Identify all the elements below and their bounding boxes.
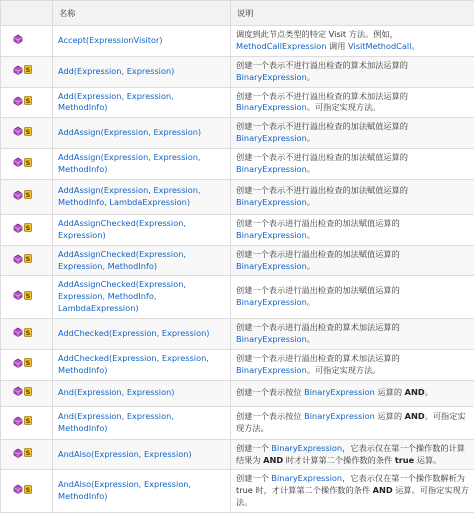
header-description-column: 说明 bbox=[231, 1, 474, 26]
member-description-cell bbox=[231, 349, 474, 380]
member-name-cell bbox=[53, 319, 231, 350]
method-icon bbox=[13, 327, 23, 341]
description-text: 时才计算第二个操作数的条件 bbox=[283, 455, 395, 465]
static-icon bbox=[24, 223, 32, 236]
table-row bbox=[1, 276, 474, 319]
description-text: 调用 bbox=[326, 41, 348, 51]
header-icon-column bbox=[1, 1, 53, 26]
method-icon bbox=[13, 416, 23, 430]
member-type-cell bbox=[1, 26, 53, 57]
static-icon bbox=[24, 65, 32, 78]
member-name-cell bbox=[53, 87, 231, 118]
description-text: 。 bbox=[425, 387, 433, 397]
member-name-cell bbox=[53, 56, 231, 87]
member-type-cell bbox=[1, 149, 53, 180]
keyword-text: true bbox=[395, 455, 414, 465]
description-text: 创建一个表示进行溢出检查的加法赋值运算的 bbox=[236, 249, 400, 259]
member-icons bbox=[13, 65, 32, 79]
description-text: 。 bbox=[307, 334, 315, 344]
member-name-link[interactable]: Add(Expression, Expression, MethodInfo) bbox=[58, 91, 174, 113]
member-description-cell bbox=[231, 406, 474, 439]
table-row bbox=[1, 380, 474, 406]
svg-text:S: S bbox=[26, 486, 31, 494]
type-link[interactable]: BinaryExpression bbox=[304, 387, 375, 397]
member-name-cell bbox=[53, 118, 231, 149]
member-name-cell bbox=[53, 470, 231, 513]
table-row bbox=[1, 149, 474, 180]
table-header-row bbox=[1, 1, 474, 26]
table-row bbox=[1, 26, 474, 57]
description-text: 。可指定实现方法。 bbox=[307, 365, 381, 375]
type-link[interactable]: BinaryExpression bbox=[236, 72, 307, 82]
method-icon bbox=[13, 448, 23, 462]
header-name-column: 名称 bbox=[53, 1, 231, 26]
method-icon bbox=[13, 190, 23, 204]
table-row bbox=[1, 118, 474, 149]
member-name-link[interactable]: AddAssign(Expression, Expression) bbox=[58, 127, 201, 137]
description-text: 。 bbox=[307, 297, 315, 307]
member-type-cell bbox=[1, 118, 53, 149]
description-text: 创建一个表示不进行溢出检查的算术加法运算的 bbox=[236, 91, 408, 101]
member-type-cell bbox=[1, 470, 53, 513]
member-type-cell bbox=[1, 214, 53, 245]
member-icons bbox=[13, 416, 32, 430]
svg-text:S: S bbox=[26, 329, 31, 337]
member-icons bbox=[13, 34, 23, 48]
type-link[interactable]: BinaryExpression bbox=[236, 261, 307, 271]
member-description-cell bbox=[231, 245, 474, 276]
table-row bbox=[1, 245, 474, 276]
type-link[interactable]: BinaryExpression bbox=[236, 133, 307, 143]
description-text: 。 bbox=[307, 197, 315, 207]
type-link[interactable]: BinaryExpression bbox=[271, 443, 342, 453]
member-name-link[interactable]: AndAlso(Expression, Expression, MethodInfo) bbox=[58, 479, 191, 501]
description-text: 创建一个表示进行溢出检查的加法赋值运算的 bbox=[236, 285, 400, 295]
svg-text:S: S bbox=[26, 66, 31, 74]
description-text: 创建一个表示不进行溢出检查的加法赋值运算的 bbox=[236, 121, 408, 131]
table-row bbox=[1, 319, 474, 350]
description-text: 创建一个表示进行溢出检查的加法赋值运算的 bbox=[236, 218, 400, 228]
member-icons bbox=[13, 484, 32, 498]
description-text: 。 bbox=[411, 41, 419, 51]
member-name-cell bbox=[53, 406, 231, 439]
member-description-cell bbox=[231, 118, 474, 149]
static-icon bbox=[24, 485, 32, 498]
member-name-cell bbox=[53, 439, 231, 470]
description-text: 。 bbox=[307, 133, 315, 143]
type-link[interactable]: BinaryExpression bbox=[236, 297, 307, 307]
description-text: 创建一个表示不进行溢出检查的算术加法运算的 bbox=[236, 60, 408, 70]
method-icon bbox=[13, 157, 23, 171]
member-name-cell bbox=[53, 349, 231, 380]
member-icons bbox=[13, 386, 32, 400]
keyword-text: AND bbox=[373, 485, 393, 495]
member-name-link[interactable]: AddAssign(Expression, Expression, MethodInfo) bbox=[58, 152, 201, 174]
member-icons bbox=[13, 290, 32, 304]
member-name-cell bbox=[53, 276, 231, 319]
table-row bbox=[1, 470, 474, 513]
member-description-cell bbox=[231, 149, 474, 180]
table-row bbox=[1, 214, 474, 245]
description-text: 创建一个 bbox=[236, 473, 271, 483]
member-name-link[interactable]: AddChecked(Expression, Expression, MethodInfo) bbox=[58, 353, 209, 375]
type-link[interactable]: BinaryExpression bbox=[236, 365, 307, 375]
description-text: ，它表示仅在第一个操作数的计算结果为 bbox=[236, 443, 465, 465]
method-icon bbox=[13, 223, 23, 237]
member-icons bbox=[13, 96, 32, 110]
member-description-cell bbox=[231, 87, 474, 118]
member-icons bbox=[13, 448, 32, 462]
member-description-cell bbox=[231, 26, 474, 57]
member-type-cell bbox=[1, 56, 53, 87]
method-icon bbox=[13, 126, 23, 140]
member-description-cell bbox=[231, 470, 474, 513]
member-icons bbox=[13, 126, 32, 140]
svg-text:S: S bbox=[26, 449, 31, 457]
member-name-cell bbox=[53, 214, 231, 245]
svg-text:S: S bbox=[26, 417, 31, 425]
keyword-text: AND bbox=[405, 387, 425, 397]
member-description-cell bbox=[231, 439, 474, 470]
member-name-cell bbox=[53, 26, 231, 57]
svg-text:S: S bbox=[26, 128, 31, 136]
description-text: 。 bbox=[307, 230, 315, 240]
description-text: 运算的 bbox=[375, 387, 405, 397]
table-row bbox=[1, 349, 474, 380]
member-name-link[interactable]: Accept(ExpressionVisitor) bbox=[58, 35, 163, 45]
member-icons bbox=[13, 223, 32, 237]
description-text: 。可指定实现方法。 bbox=[307, 102, 381, 112]
description-text: 创建一个表示进行溢出检查的算术加法运算的 bbox=[236, 322, 400, 332]
svg-text:S: S bbox=[26, 292, 31, 300]
description-text: 。 bbox=[307, 164, 315, 174]
static-icon bbox=[24, 190, 32, 203]
description-text: 创建一个表示按位 bbox=[236, 387, 304, 397]
member-type-cell bbox=[1, 276, 53, 319]
svg-text:S: S bbox=[26, 255, 31, 263]
member-icons bbox=[13, 157, 32, 171]
svg-text:S: S bbox=[26, 97, 31, 105]
member-type-cell bbox=[1, 179, 53, 214]
member-type-cell bbox=[1, 380, 53, 406]
description-text: ，它表示仅在第一个操作数解析为 true 时，才计算第二个操作数的条件 bbox=[236, 473, 465, 495]
method-icon bbox=[13, 484, 23, 498]
type-link[interactable]: BinaryExpression bbox=[271, 473, 342, 483]
type-link[interactable]: BinaryExpression bbox=[236, 197, 307, 207]
member-description-cell bbox=[231, 276, 474, 319]
description-text: 。 bbox=[307, 72, 315, 82]
method-icon bbox=[13, 290, 23, 304]
member-icons bbox=[13, 254, 32, 268]
member-type-cell bbox=[1, 349, 53, 380]
static-icon bbox=[24, 291, 32, 304]
method-icon bbox=[13, 65, 23, 79]
member-type-cell bbox=[1, 406, 53, 439]
svg-text:S: S bbox=[26, 224, 31, 232]
static-icon bbox=[24, 254, 32, 267]
member-name-link[interactable]: AndAlso(Expression, Expression) bbox=[58, 449, 192, 459]
member-type-cell bbox=[1, 87, 53, 118]
member-icons bbox=[13, 358, 32, 372]
member-description-cell bbox=[231, 319, 474, 350]
member-name-link[interactable]: AddAssign(Expression, Expression, MethodInfo, LambdaExpression) bbox=[58, 185, 201, 207]
member-description-cell bbox=[231, 380, 474, 406]
member-name-link[interactable]: Add(Expression, Expression) bbox=[58, 66, 174, 76]
description-text: 创建一个表示不进行溢出检查的加法赋值运算的 bbox=[236, 185, 408, 195]
static-icon bbox=[24, 358, 32, 371]
member-icons bbox=[13, 190, 32, 204]
method-icon bbox=[13, 386, 23, 400]
svg-text:S: S bbox=[26, 388, 31, 396]
member-description-cell bbox=[231, 214, 474, 245]
type-link[interactable]: VisitMethodCall bbox=[348, 41, 411, 51]
member-type-cell bbox=[1, 319, 53, 350]
type-link[interactable]: BinaryExpression bbox=[236, 102, 307, 112]
member-name-link[interactable]: AddAssignChecked(Expression, Expression) bbox=[58, 218, 186, 240]
member-type-cell bbox=[1, 245, 53, 276]
description-text: 。可指定实现方法。 bbox=[236, 411, 466, 433]
description-text: 创建一个表示进行溢出检查的算术加法运算的 bbox=[236, 353, 400, 363]
type-link[interactable]: BinaryExpression bbox=[236, 334, 307, 344]
method-icon bbox=[13, 96, 23, 110]
member-name-link[interactable]: And(Expression, Expression, MethodInfo) bbox=[58, 411, 174, 433]
type-link[interactable]: MethodCallExpression bbox=[236, 41, 326, 51]
member-name-cell bbox=[53, 179, 231, 214]
table-row bbox=[1, 179, 474, 214]
member-icons bbox=[13, 327, 32, 341]
svg-text:S: S bbox=[26, 359, 31, 367]
static-icon bbox=[24, 448, 32, 461]
description-text: 运算。 bbox=[414, 455, 441, 465]
svg-text:S: S bbox=[26, 159, 31, 167]
svg-text:S: S bbox=[26, 191, 31, 199]
description-text: 运算的 bbox=[375, 411, 405, 421]
static-icon bbox=[24, 387, 32, 400]
member-description-cell bbox=[231, 56, 474, 87]
type-link[interactable]: BinaryExpression bbox=[236, 230, 307, 240]
method-icon bbox=[13, 34, 23, 48]
member-name-cell bbox=[53, 245, 231, 276]
keyword-text: AND bbox=[405, 411, 425, 421]
description-text: 。 bbox=[307, 261, 315, 271]
member-name-link[interactable]: AddAssignChecked(Expression, Expression, MethodInfo, LambdaExpression) bbox=[58, 279, 186, 313]
static-icon bbox=[24, 158, 32, 171]
description-text: 创建一个 bbox=[236, 443, 271, 453]
method-icon bbox=[13, 358, 23, 372]
member-description-cell bbox=[231, 179, 474, 214]
description-text: 创建一个表示按位 bbox=[236, 411, 304, 421]
member-name-link[interactable]: AddAssignChecked(Expression, Expression, MethodInfo) bbox=[58, 249, 186, 271]
method-icon bbox=[13, 254, 23, 268]
static-icon bbox=[24, 416, 32, 429]
description-text: 运算。可指定实现方法。 bbox=[236, 485, 469, 507]
member-name-link[interactable]: AddChecked(Expression, Expression) bbox=[58, 328, 209, 338]
description-text: 创建一个表示不进行溢出检查的加法赋值运算的 bbox=[236, 152, 408, 162]
type-link[interactable]: BinaryExpression bbox=[236, 164, 307, 174]
static-icon bbox=[24, 328, 32, 341]
member-name-cell bbox=[53, 149, 231, 180]
member-name-link[interactable]: And(Expression, Expression) bbox=[58, 387, 174, 397]
table-row bbox=[1, 406, 474, 439]
member-type-cell bbox=[1, 439, 53, 470]
keyword-text: AND bbox=[263, 455, 283, 465]
table-row bbox=[1, 87, 474, 118]
type-link[interactable]: BinaryExpression bbox=[304, 411, 375, 421]
description-text: 调度到此节点类型的特定 Visit 方法。例如， bbox=[236, 29, 398, 39]
static-icon bbox=[24, 127, 32, 140]
member-name-cell bbox=[53, 380, 231, 406]
static-icon bbox=[24, 96, 32, 109]
table-row bbox=[1, 439, 474, 470]
table-row bbox=[1, 56, 474, 87]
